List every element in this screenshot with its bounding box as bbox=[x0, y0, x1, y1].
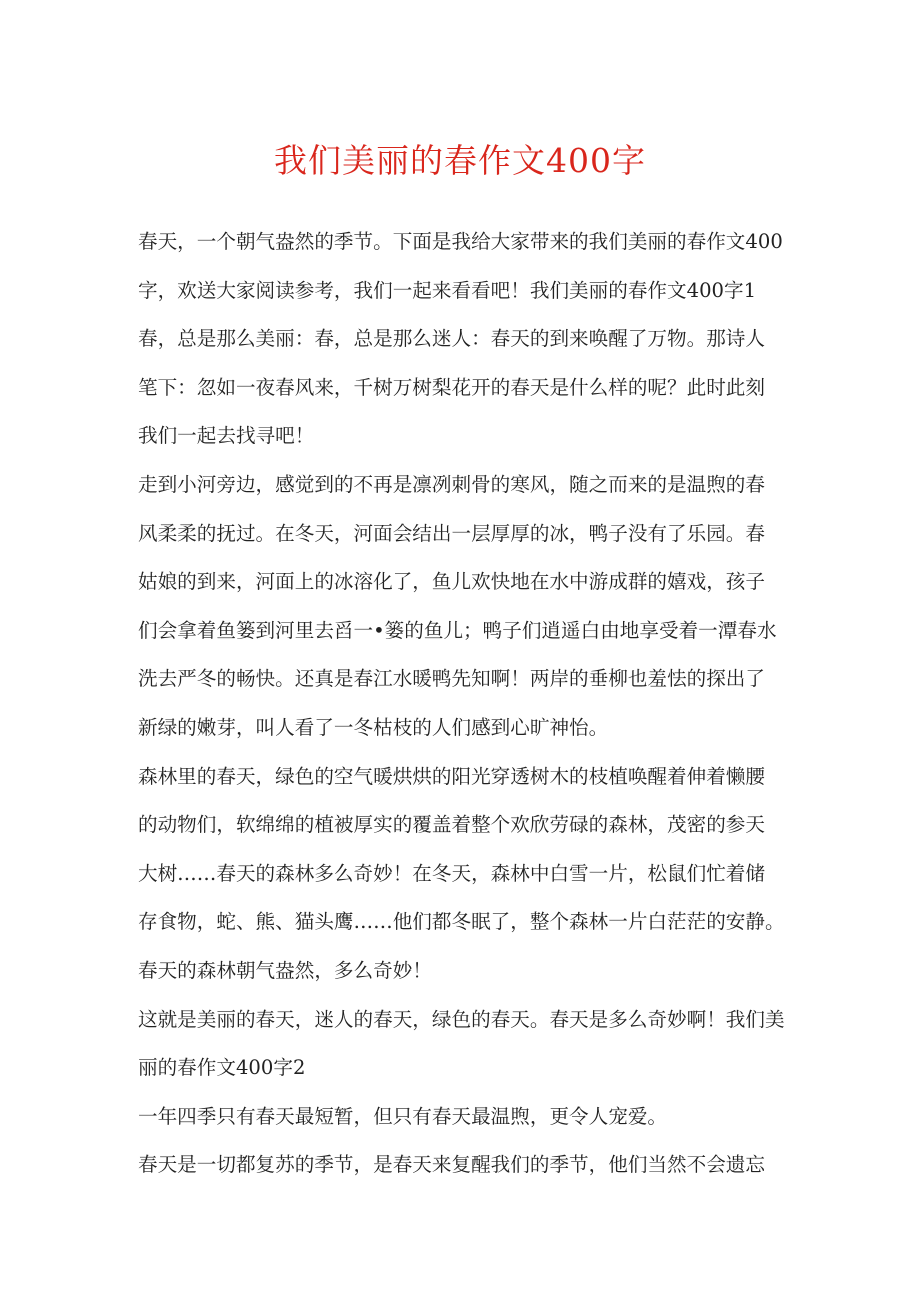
text-line: 走到小河旁边，感觉到的不再是凛冽刺骨的寒风，随之而来的是温煦的春 bbox=[138, 472, 765, 496]
text-line: 春天的森林朝气盎然，多么奇妙！ bbox=[138, 958, 432, 982]
document-body bbox=[138, 218, 798, 1190]
text-line: 森林里的春天，绿色的空气暖烘烘的阳光穿透树木的枝植唤醒着伸着懒腰 bbox=[138, 764, 765, 788]
text-line: 这就是美丽的春天，迷人的春天，绿色的春天。春天是多么奇妙啊！我们美 bbox=[138, 1007, 785, 1031]
text-line: 大树……春天的森林多么奇妙！在冬天，森林中白雪一片，松鼠们忙着储 bbox=[138, 861, 765, 885]
text-line: 一年四季只有春天最短暂，但只有春天最温煦，更令人宠爱。 bbox=[138, 1104, 668, 1128]
text-line: 春天是一切都复苏的季节，是春天来复醒我们的季节，他们当然不会遗忘 bbox=[138, 1153, 765, 1177]
document-title: 我们美丽的春作文400字 bbox=[274, 141, 646, 180]
text-line: 们会拿着鱼篓到河里去舀一•篓的鱼儿；鸭子们逍遥白由地享受着一潭春水 bbox=[138, 618, 777, 642]
text-line: 丽的春作文400字2 bbox=[138, 1056, 306, 1080]
text-line: 姑娘的到来，河面上的冰溶化了，鱼儿欢快地在水中游成群的嬉戏，孩子 bbox=[138, 570, 765, 594]
text-line: 新绿的嫩芽，叫人看了一冬枯枝的人们感到心旷神怡。 bbox=[138, 715, 609, 739]
text-line: 风柔柔的抚过。在冬天，河面会结出一层厚厚的冰，鸭子没有了乐园。春 bbox=[138, 521, 765, 545]
text-line: 我们一起去找寻吧！ bbox=[138, 424, 315, 448]
text-line: 春天，一个朝气盎然的季节。下面是我给大家带来的我们美丽的春作文400 bbox=[138, 230, 783, 253]
text-line: 洗去严冬的畅快。还真是春江水暖鸭先知啊！两岸的垂柳也羞怯的探出了 bbox=[138, 667, 765, 691]
text-line: 笔下：忽如一夜春风来，千树万树梨花开的春天是什么样的呢？此时此刻 bbox=[138, 375, 765, 399]
text-line: 存食物，蛇、熊、猫头鹰……他们都冬眠了，整个森林一片白茫茫的安静。 bbox=[138, 910, 785, 934]
text-line: 字，欢送大家阅读参考，我们一起来看看吧！我们美丽的春作文400字1 bbox=[138, 278, 757, 302]
text-line: 的动物们，软绵绵的植被厚实的覆盖着整个欢欣劳碌的森林，茂密的参天 bbox=[138, 813, 765, 837]
text-line: 春，总是那么美丽：春，总是那么迷人：春天的到来唤醒了万物。那诗人 bbox=[138, 327, 765, 351]
